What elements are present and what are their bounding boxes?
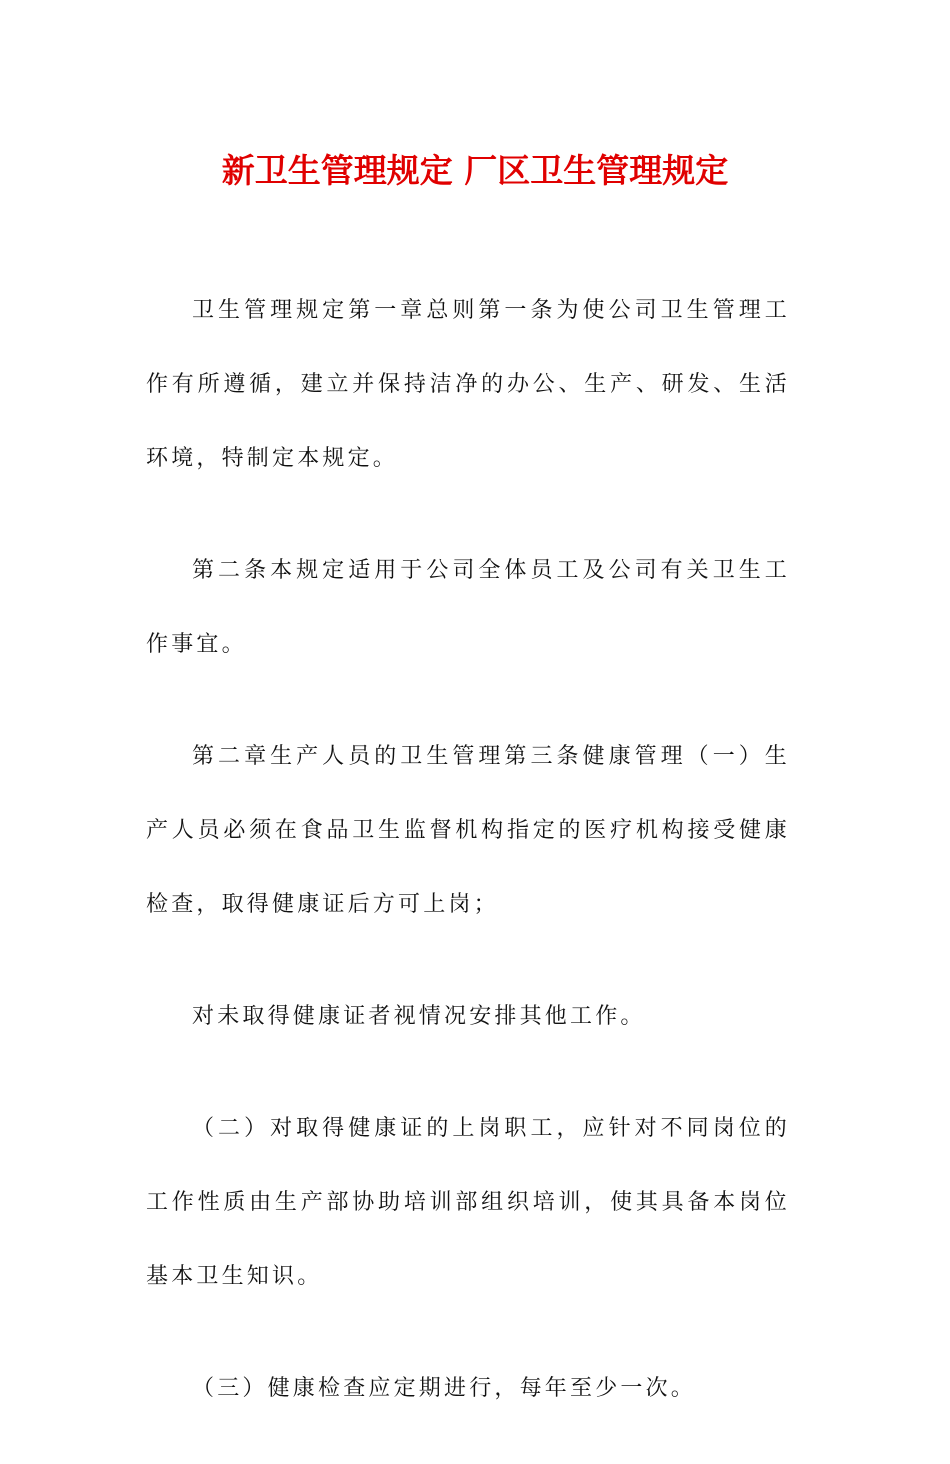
document-body bbox=[146, 274, 790, 1464]
document-title: 新卫生管理规定 厂区卫生管理规定 bbox=[221, 151, 729, 190]
paragraph-general-rules: 卫生管理规定第一章总则第一条为使公司卫生管理工作有所遵循，建立并保持洁净的办公、生产、研发、生活环境，特制定本规定。 bbox=[146, 298, 790, 471]
paragraph-training: （二）对取得健康证的上岗职工，应针对不同岗位的工作性质由生产部协助培训部组织培训，使其具备本岗位基本卫生知识。 bbox=[146, 1116, 790, 1289]
paragraph-no-health-certificate: 对未取得健康证者视情况安排其他工作。 bbox=[192, 1004, 646, 1029]
paragraph-health-management: 第二章生产人员的卫生管理第三条健康管理（一）生产人员必须在食品卫生监督机构指定的医疗机构接受健康检查，取得健康证后方可上岗； bbox=[146, 744, 790, 917]
paragraph-periodic-checkup: （三）健康检查应定期进行，每年至少一次。 bbox=[192, 1376, 697, 1401]
paragraph-scope: 第二条本规定适用于公司全体员工及公司有关卫生工作事宜。 bbox=[146, 558, 790, 657]
